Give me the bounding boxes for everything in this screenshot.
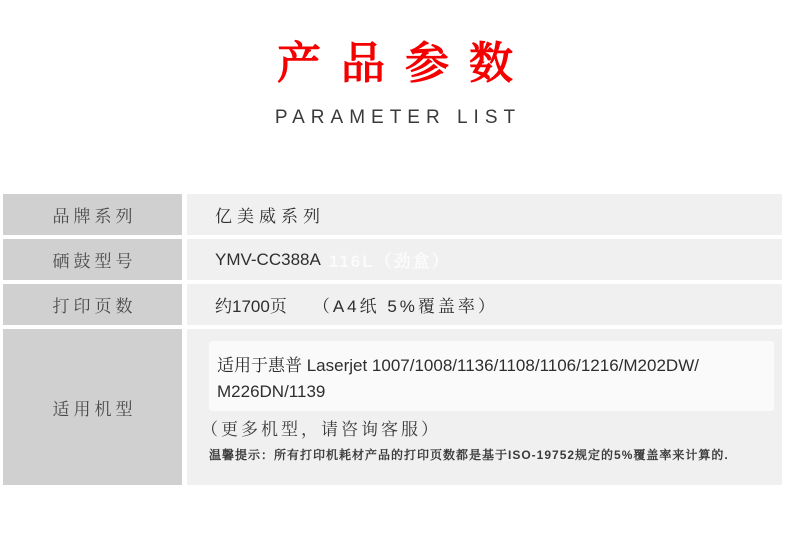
row-label-model: 硒鼓型号 xyxy=(3,239,182,280)
page-subtitle: PARAMETER LIST xyxy=(274,106,522,128)
page-title: 产品参数 xyxy=(277,39,533,88)
model-value: YMV-CC388A xyxy=(215,249,321,269)
parameter-table xyxy=(3,194,782,485)
row-label-pages: 打印页数 xyxy=(3,284,182,325)
coverage-tip: 温馨提示：所有打印机耗材产品的打印页数都是基于ISO-19752规定的5%覆盖率来计算的. xyxy=(209,448,729,462)
pages-value: 约1700页 xyxy=(215,297,287,316)
table-row-model xyxy=(3,239,782,280)
more-models-note: （更多机型，请咨询客服） xyxy=(201,420,441,439)
pages-note: （A4纸 5%覆盖率） xyxy=(312,297,498,316)
models-line-2: M226DN/1139 xyxy=(217,382,326,401)
brand-value: 亿美威系列 xyxy=(215,207,325,226)
model-faint-watermark: 116L（劲盒） xyxy=(328,252,451,271)
page-header xyxy=(0,0,790,129)
models-line-1: 适用于惠普 Laserjet 1007/1008/1136/1108/1106/1216/M202DW/ xyxy=(217,356,699,375)
row-label-models: 适用机型 xyxy=(3,329,182,485)
table-row-pages xyxy=(3,284,782,325)
row-label-brand: 品牌系列 xyxy=(3,194,182,235)
table-row-brand xyxy=(3,194,782,235)
table-row-models xyxy=(3,329,782,485)
